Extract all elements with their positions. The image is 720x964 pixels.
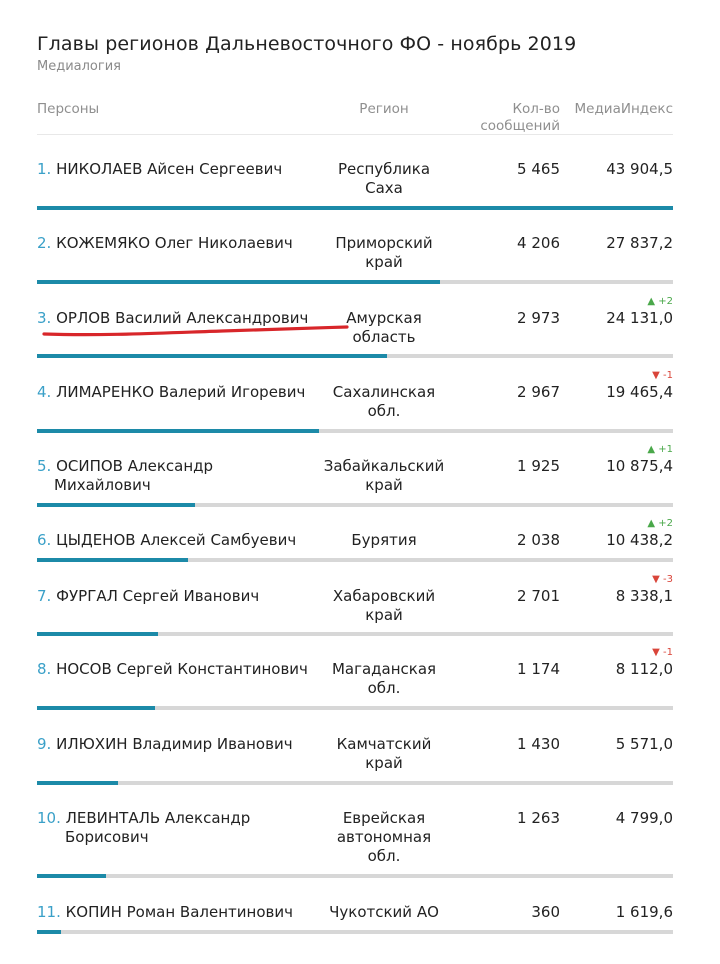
- person-name: 6. ЦЫДЕНОВ Алексей Самбуевич: [37, 531, 297, 549]
- index-bar-fill: [37, 874, 106, 878]
- person-name: 11. КОПИН Роман Валентинович: [37, 903, 293, 921]
- index-bar-track: [37, 558, 673, 562]
- region-name: Бурятия: [351, 531, 417, 549]
- person-name: 4. ЛИМАРЕНКО Валерий Игоревич: [37, 383, 306, 401]
- index-bar-track: [37, 930, 673, 934]
- rank-number: 1.: [37, 160, 57, 178]
- rank-change-badge: ▲ +2: [647, 296, 673, 307]
- index-bar-track: [37, 206, 673, 210]
- media-index: 10 438,2: [606, 531, 673, 549]
- person-name: 10. ЛЕВИНТАЛЬ Александр Борисович: [37, 809, 251, 846]
- media-index: 27 837,2: [606, 234, 673, 252]
- index-bar-fill: [37, 429, 319, 433]
- handwritten-red-underline: [42, 319, 352, 341]
- message-count: 2 967: [517, 383, 560, 401]
- region-name: Республика Саха: [337, 160, 431, 197]
- rank-number: 5.: [37, 457, 57, 475]
- media-index: 8 112,0: [615, 660, 673, 678]
- media-index: 24 131,0: [606, 309, 673, 327]
- rank-change-badge: ▲ +1: [647, 444, 673, 455]
- index-bar-fill: [37, 558, 188, 562]
- message-count: 4 206: [517, 234, 560, 252]
- index-bar-fill: [37, 206, 673, 210]
- media-index: 43 904,5: [606, 160, 673, 178]
- index-bar-track: [37, 632, 673, 636]
- page-title: Главы регионов Дальневосточного ФО - ноябрь 2019: [37, 33, 577, 55]
- media-index: 8 338,1: [615, 587, 673, 605]
- rank-number: 11.: [37, 903, 66, 921]
- rank-number: 9.: [37, 735, 57, 753]
- person-name: 5. ОСИПОВ Александр Михайлович: [37, 457, 214, 494]
- media-index: 5 571,0: [615, 735, 673, 753]
- index-bar-track: [37, 706, 673, 710]
- region-name: Магаданская обл.: [331, 660, 437, 697]
- index-bar-fill: [37, 781, 118, 785]
- index-bar-track: [37, 354, 673, 358]
- rank-number: 10.: [37, 809, 66, 827]
- person-name: 8. НОСОВ Сергей Константинович: [37, 660, 308, 678]
- message-count: 5 465: [517, 160, 560, 178]
- column-header-index: МедиаИндекс: [574, 101, 673, 117]
- column-header-person: Персоны: [37, 101, 100, 117]
- media-index: 1 619,6: [615, 903, 673, 921]
- region-name: Забайкальский край: [323, 457, 445, 494]
- index-bar-track: [37, 429, 673, 433]
- rank-number: 6.: [37, 531, 57, 549]
- index-bar-fill: [37, 354, 387, 358]
- rank-number: 3.: [37, 309, 57, 327]
- page-subtitle: Медиалогия: [37, 59, 121, 74]
- message-count: 1 430: [517, 735, 560, 753]
- rank-change-badge: ▼ -1: [652, 647, 673, 658]
- index-bar-fill: [37, 503, 195, 507]
- region-name: Еврейская автономная обл.: [336, 809, 432, 865]
- region-name: Камчатский край: [336, 735, 432, 772]
- region-name: Сахалинская обл.: [332, 383, 436, 420]
- index-bar-track: [37, 503, 673, 507]
- index-bar-fill: [37, 706, 155, 710]
- region-name: Чукотский АО: [329, 903, 439, 921]
- index-bar-fill: [37, 930, 61, 934]
- index-bar-track: [37, 280, 673, 284]
- column-header-count: Кол-во сообщений: [480, 101, 560, 134]
- rank-change-badge: ▼ -3: [652, 574, 673, 585]
- index-bar-fill: [37, 632, 158, 636]
- header-divider: [37, 134, 673, 135]
- media-index: 4 799,0: [615, 809, 673, 827]
- person-name: 1. НИКОЛАЕВ Айсен Сергеевич: [37, 160, 283, 178]
- message-count: 1 263: [517, 809, 560, 827]
- person-name: 2. КОЖЕМЯКО Олег Николаевич: [37, 234, 293, 252]
- rank-number: 8.: [37, 660, 57, 678]
- media-index: 19 465,4: [606, 383, 673, 401]
- index-bar-fill: [37, 280, 440, 284]
- media-index: 10 875,4: [606, 457, 673, 475]
- rank-number: 2.: [37, 234, 57, 252]
- message-count: 1 174: [517, 660, 560, 678]
- rank-number: 7.: [37, 587, 57, 605]
- message-count: 360: [531, 903, 560, 921]
- person-name: 3. ОРЛОВ Василий Александрович: [37, 309, 309, 327]
- rank-change-badge: ▼ -1: [652, 370, 673, 381]
- message-count: 2 973: [517, 309, 560, 327]
- index-bar-track: [37, 781, 673, 785]
- index-bar-track: [37, 874, 673, 878]
- person-name: 7. ФУРГАЛ Сергей Иванович: [37, 587, 260, 605]
- region-name: Амурская область: [346, 309, 422, 346]
- message-count: 1 925: [517, 457, 560, 475]
- rank-number: 4.: [37, 383, 57, 401]
- rank-change-badge: ▲ +2: [647, 518, 673, 529]
- message-count: 2 038: [517, 531, 560, 549]
- region-name: Хабаровский край: [332, 587, 436, 624]
- message-count: 2 701: [517, 587, 560, 605]
- column-header-region: Регион: [359, 101, 409, 117]
- person-name: 9. ИЛЮХИН Владимир Иванович: [37, 735, 293, 753]
- region-name: Приморский край: [335, 234, 433, 271]
